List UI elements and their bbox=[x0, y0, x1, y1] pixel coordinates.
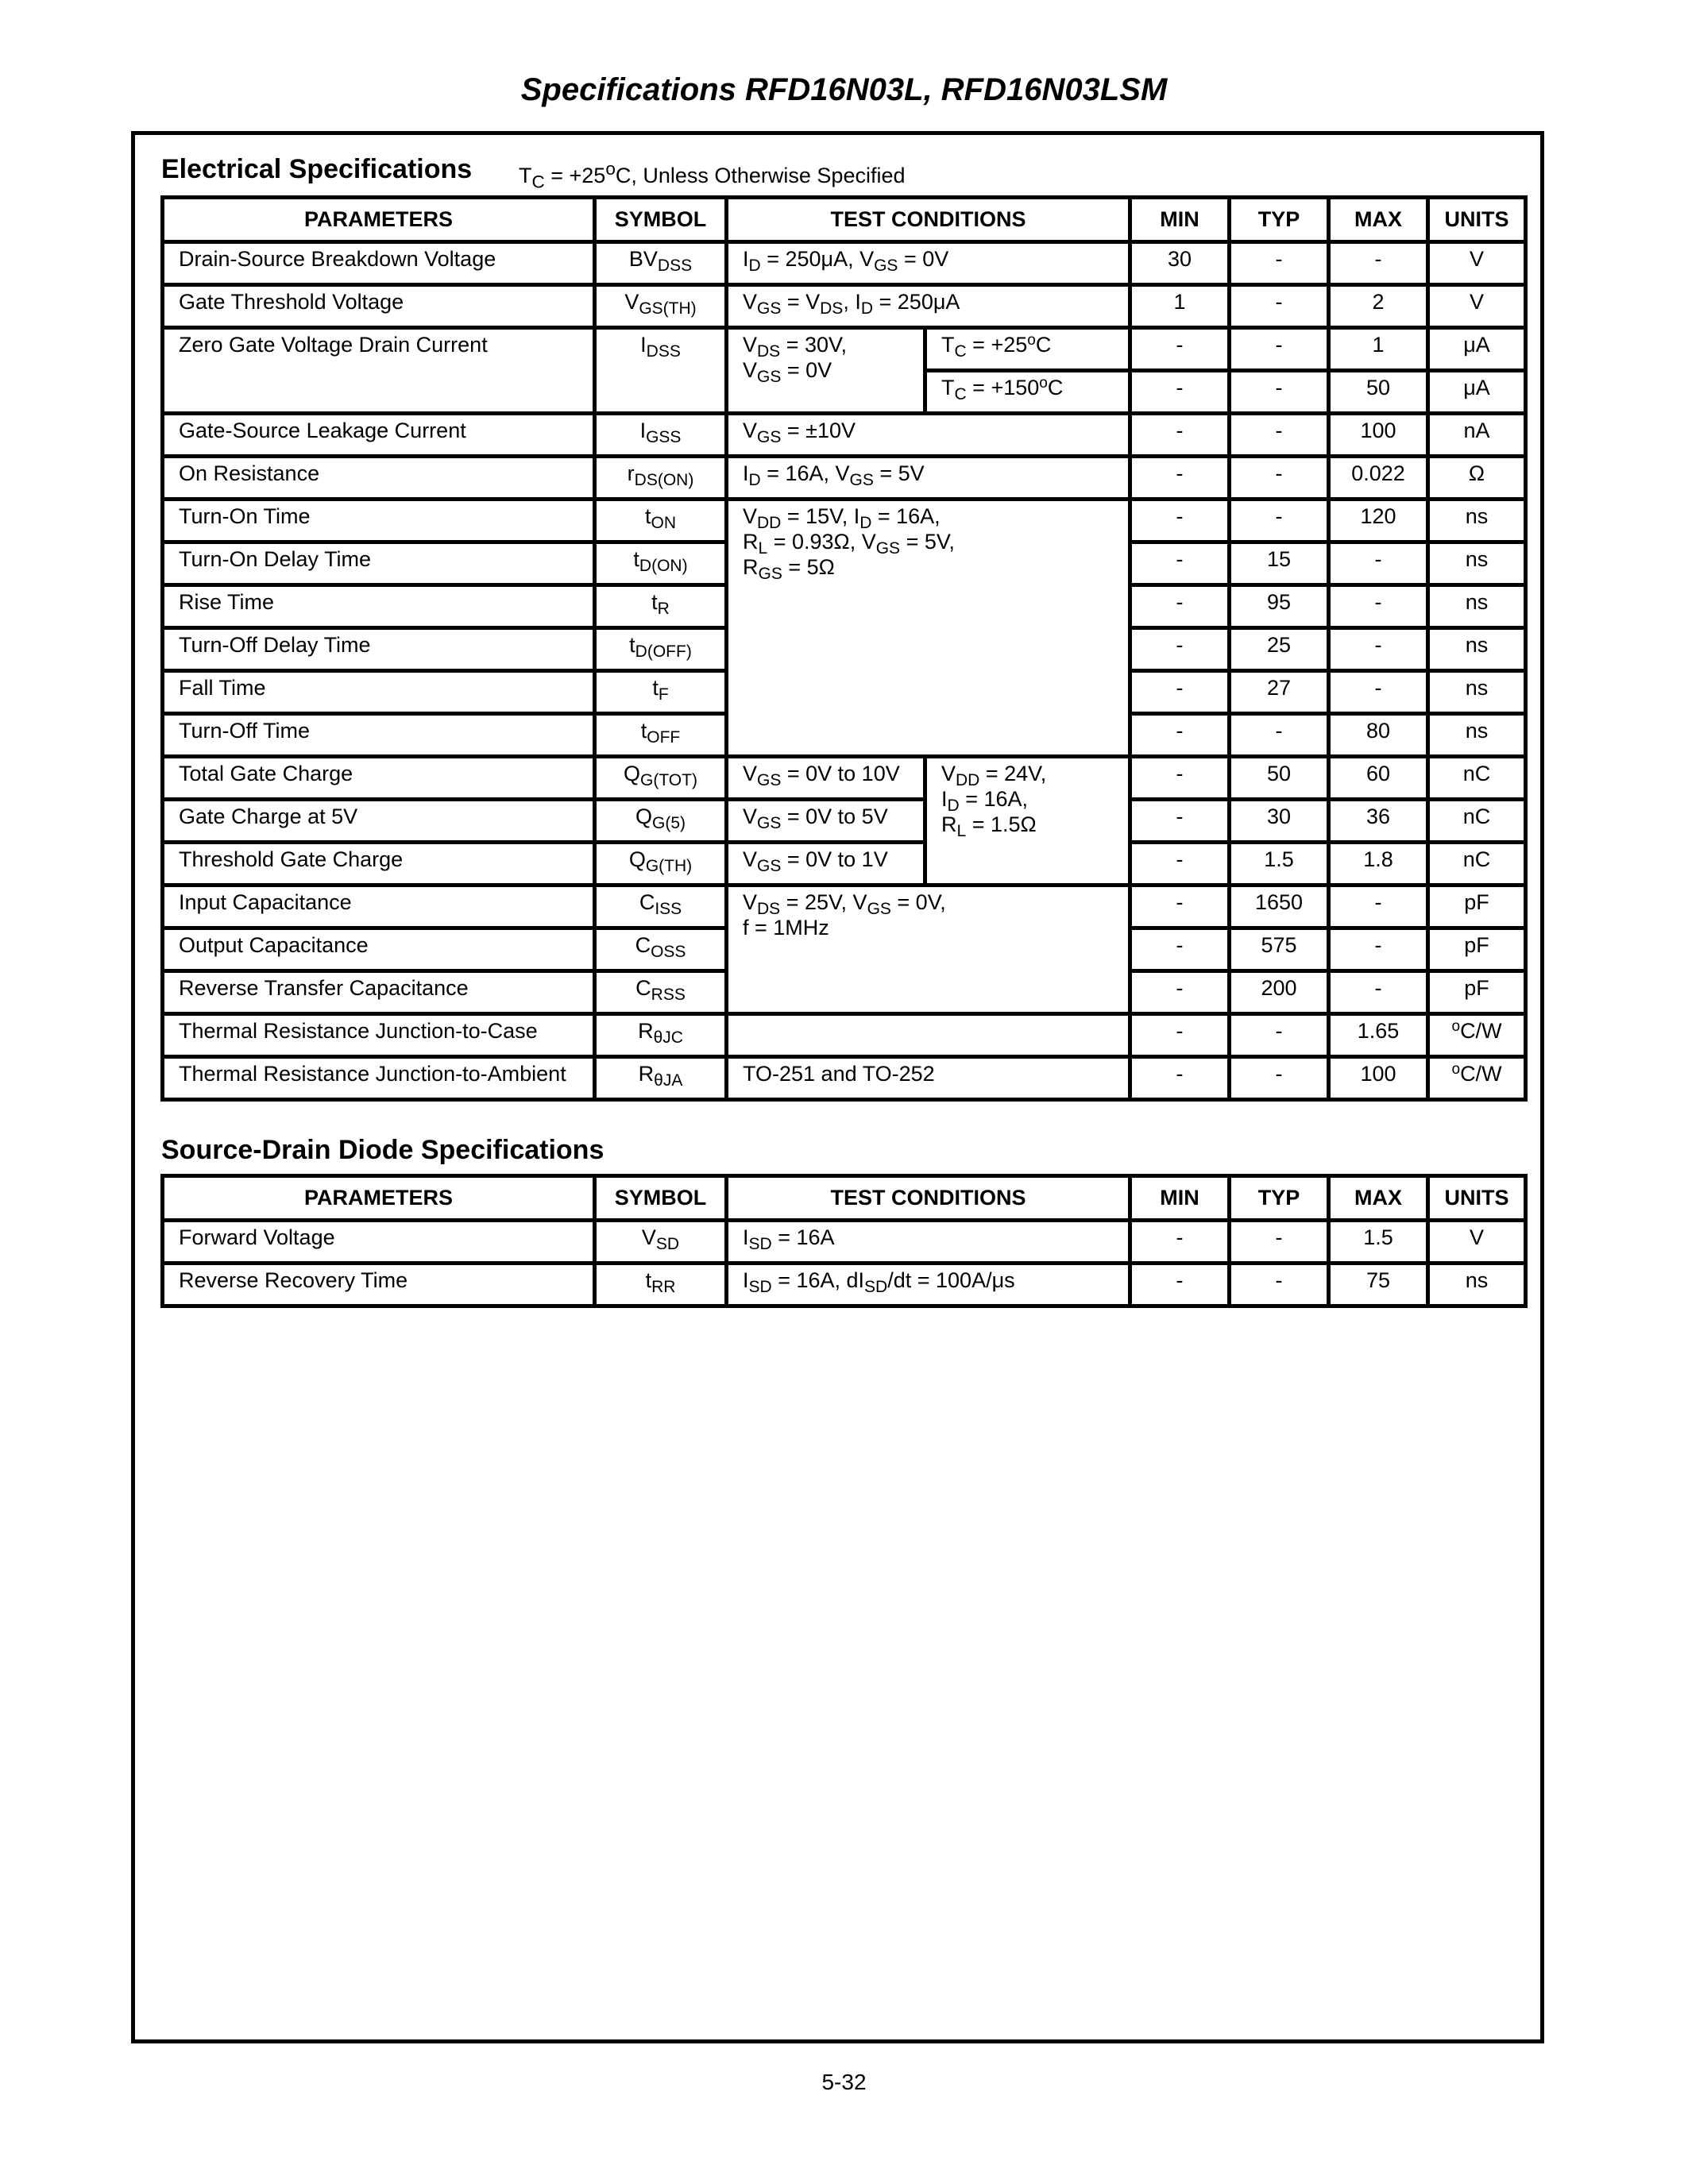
condition-cell: $V_{DD} = 15V$, $I_D = 16A$, $R_L = 0.93\Omega$, $V_{GS} = 5V$, $R_{GS} = 5\Omega$ bbox=[727, 500, 1130, 757]
min-cell: - bbox=[1130, 757, 1230, 800]
typ-cell: - bbox=[1230, 285, 1329, 328]
condition-sub-cell: $T_C = +25^oC$ bbox=[925, 328, 1130, 371]
condition-sub-cell: $V_{DD} = 24V$, $I_D = 16A$, $R_L = 1.5\Omega$ bbox=[925, 757, 1130, 886]
param-cell: Rise Time bbox=[163, 585, 595, 628]
min-cell: - bbox=[1130, 843, 1230, 886]
typ-cell: 30 bbox=[1230, 800, 1329, 843]
condition-cell: $V_{GS} = V_{DS}$, $I_D = 250\mu A$ bbox=[727, 285, 1130, 328]
units-cell: nC bbox=[1428, 757, 1526, 800]
table-row bbox=[163, 757, 1526, 800]
param-cell: Reverse Transfer Capacitance bbox=[163, 971, 595, 1014]
symbol-cell: $Q_{G(TOT)}$ bbox=[595, 757, 727, 800]
electrical-spec-note: $T_C = +25^oC$, Unless Otherwise Specified bbox=[519, 159, 906, 192]
col-typ: TYP bbox=[1230, 1176, 1329, 1221]
min-cell: 1 bbox=[1130, 285, 1230, 328]
symbol-cell: $R_{\theta JA}$ bbox=[595, 1057, 727, 1100]
symbol-cell: $R_{\theta JC}$ bbox=[595, 1014, 727, 1057]
table-row bbox=[163, 1221, 1526, 1264]
typ-cell: - bbox=[1230, 242, 1329, 285]
max-cell: - bbox=[1329, 928, 1428, 971]
symbol-cell: $C_{ISS}$ bbox=[595, 886, 727, 928]
param-cell: Drain-Source Breakdown Voltage bbox=[163, 242, 595, 285]
units-cell: ns bbox=[1428, 628, 1526, 671]
min-cell: - bbox=[1130, 1014, 1230, 1057]
max-cell: - bbox=[1329, 585, 1428, 628]
units-cell: V bbox=[1428, 242, 1526, 285]
units-cell: Ω bbox=[1428, 457, 1526, 500]
max-cell: 1.8 bbox=[1329, 843, 1428, 886]
typ-cell: 50 bbox=[1230, 757, 1329, 800]
page-title: Specifications RFD16N03L, RFD16N03LSM bbox=[520, 72, 1168, 107]
max-cell: 60 bbox=[1329, 757, 1428, 800]
table-row bbox=[163, 285, 1526, 328]
min-cell: 30 bbox=[1130, 242, 1230, 285]
electrical-spec-heading: Electrical Specifications bbox=[161, 154, 473, 184]
min-cell: - bbox=[1130, 1264, 1230, 1306]
diode-spec-table bbox=[160, 1174, 1528, 1308]
param-cell: Input Capacitance bbox=[163, 886, 595, 928]
typ-cell: 15 bbox=[1230, 542, 1329, 585]
min-cell: - bbox=[1130, 628, 1230, 671]
condition-cell: $I_{SD} = 16A$ bbox=[727, 1221, 1130, 1264]
max-cell: 1 bbox=[1329, 328, 1428, 371]
typ-cell: 95 bbox=[1230, 585, 1329, 628]
typ-cell: 1650 bbox=[1230, 886, 1329, 928]
symbol-cell: $t_{RR}$ bbox=[595, 1264, 727, 1306]
units-cell: pF bbox=[1428, 971, 1526, 1014]
max-cell: 120 bbox=[1329, 500, 1428, 542]
symbol-cell: $t_{D(OFF)}$ bbox=[595, 628, 727, 671]
max-cell: 0.022 bbox=[1329, 457, 1428, 500]
col-min: MIN bbox=[1130, 198, 1230, 242]
symbol-cell: $t_R$ bbox=[595, 585, 727, 628]
table-row bbox=[163, 328, 1526, 371]
col-test-conditions: TEST CONDITIONS bbox=[727, 198, 1130, 242]
col-max: MAX bbox=[1329, 198, 1428, 242]
max-cell: 36 bbox=[1329, 800, 1428, 843]
condition-cell: $V_{GS} = 0V$ to 10V bbox=[727, 757, 925, 800]
typ-cell: - bbox=[1230, 328, 1329, 371]
table-row bbox=[163, 800, 1526, 843]
min-cell: - bbox=[1130, 928, 1230, 971]
typ-cell: 25 bbox=[1230, 628, 1329, 671]
units-cell: nC bbox=[1428, 843, 1526, 886]
param-cell: Turn-On Time bbox=[163, 500, 595, 542]
condition-cell: $V_{DS} = 30V$, $V_{GS} = 0V$ bbox=[727, 328, 925, 414]
typ-cell: 27 bbox=[1230, 671, 1329, 714]
param-cell: Turn-On Delay Time bbox=[163, 542, 595, 585]
units-cell: nC bbox=[1428, 800, 1526, 843]
units-cell: nA bbox=[1428, 414, 1526, 457]
condition-cell: $I_D = 16A$, $V_{GS} = 5V$ bbox=[727, 457, 1130, 500]
typ-cell: - bbox=[1230, 500, 1329, 542]
symbol-cell: $C_{OSS}$ bbox=[595, 928, 727, 971]
min-cell: - bbox=[1130, 714, 1230, 757]
param-cell: On Resistance bbox=[163, 457, 595, 500]
units-cell: $^o$C/W bbox=[1428, 1014, 1526, 1057]
units-cell: ns bbox=[1428, 671, 1526, 714]
table-row bbox=[163, 843, 1526, 886]
symbol-cell: $C_{RSS}$ bbox=[595, 971, 727, 1014]
table-row bbox=[163, 242, 1526, 285]
units-cell: ns bbox=[1428, 714, 1526, 757]
col-parameters: PARAMETERS bbox=[163, 1176, 595, 1221]
typ-cell: 575 bbox=[1230, 928, 1329, 971]
min-cell: - bbox=[1130, 971, 1230, 1014]
units-cell: pF bbox=[1428, 886, 1526, 928]
typ-cell: - bbox=[1230, 414, 1329, 457]
col-test-conditions: TEST CONDITIONS bbox=[727, 1176, 1130, 1221]
table-row bbox=[163, 1057, 1526, 1100]
max-cell: 80 bbox=[1329, 714, 1428, 757]
col-min: MIN bbox=[1130, 1176, 1230, 1221]
symbol-cell: $Q_{G(5)}$ bbox=[595, 800, 727, 843]
symbol-cell: $BV_{DSS}$ bbox=[595, 242, 727, 285]
max-cell: 1.65 bbox=[1329, 1014, 1428, 1057]
param-cell: Total Gate Charge bbox=[163, 757, 595, 800]
max-cell: - bbox=[1329, 671, 1428, 714]
col-units: UNITS bbox=[1428, 1176, 1526, 1221]
condition-cell bbox=[727, 1014, 1130, 1057]
units-cell: $^o$C/W bbox=[1428, 1057, 1526, 1100]
condition-sub-cell: $T_C = +150^oC$ bbox=[925, 371, 1130, 414]
symbol-cell: $I_{DSS}$ bbox=[595, 328, 727, 414]
min-cell: - bbox=[1130, 1057, 1230, 1100]
param-cell: Fall Time bbox=[163, 671, 595, 714]
units-cell: ns bbox=[1428, 500, 1526, 542]
units-cell: pF bbox=[1428, 928, 1526, 971]
symbol-cell: $t_{ON}$ bbox=[595, 500, 727, 542]
symbol-cell: $V_{SD}$ bbox=[595, 1221, 727, 1264]
param-cell: Thermal Resistance Junction-to-Case bbox=[163, 1014, 595, 1057]
max-cell: 100 bbox=[1329, 414, 1428, 457]
param-cell: Gate Threshold Voltage bbox=[163, 285, 595, 328]
min-cell: - bbox=[1130, 1221, 1230, 1264]
condition-cell: $V_{GS} = 0V$ to 5V bbox=[727, 800, 925, 843]
max-cell: - bbox=[1329, 242, 1428, 285]
max-cell: - bbox=[1329, 542, 1428, 585]
param-cell: Zero Gate Voltage Drain Current bbox=[163, 328, 595, 414]
condition-cell: $V_{GS} = 0V$ to 1V bbox=[727, 843, 925, 886]
units-cell: μA bbox=[1428, 328, 1526, 371]
min-cell: - bbox=[1130, 542, 1230, 585]
max-cell: 2 bbox=[1329, 285, 1428, 328]
max-cell: - bbox=[1329, 628, 1428, 671]
units-cell: V bbox=[1428, 285, 1526, 328]
min-cell: - bbox=[1130, 457, 1230, 500]
col-symbol: SYMBOL bbox=[595, 1176, 727, 1221]
diode-spec-heading: Source-Drain Diode Specifications bbox=[161, 1135, 605, 1165]
symbol-cell: $V_{GS(TH)}$ bbox=[595, 285, 727, 328]
typ-cell: - bbox=[1230, 457, 1329, 500]
units-cell: ns bbox=[1428, 585, 1526, 628]
min-cell: - bbox=[1130, 800, 1230, 843]
units-cell: μA bbox=[1428, 371, 1526, 414]
param-cell: Turn-Off Time bbox=[163, 714, 595, 757]
symbol-cell: $t_F$ bbox=[595, 671, 727, 714]
typ-cell: - bbox=[1230, 1264, 1329, 1306]
min-cell: - bbox=[1130, 371, 1230, 414]
table-row bbox=[163, 886, 1526, 928]
table-row bbox=[163, 500, 1526, 542]
param-cell: Forward Voltage bbox=[163, 1221, 595, 1264]
condition-cell: $I_{SD} = 16A$, $dI_{SD}/dt = 100A/\mu s$ bbox=[727, 1264, 1130, 1306]
col-max: MAX bbox=[1329, 1176, 1428, 1221]
table-row bbox=[163, 1014, 1526, 1057]
symbol-cell: $t_{D(ON)}$ bbox=[595, 542, 727, 585]
typ-cell: - bbox=[1230, 371, 1329, 414]
min-cell: - bbox=[1130, 500, 1230, 542]
min-cell: - bbox=[1130, 671, 1230, 714]
min-cell: - bbox=[1130, 414, 1230, 457]
min-cell: - bbox=[1130, 585, 1230, 628]
typ-cell: - bbox=[1230, 1057, 1329, 1100]
condition-cell: TO-251 and TO-252 bbox=[727, 1057, 1130, 1100]
param-cell: Output Capacitance bbox=[163, 928, 595, 971]
units-cell: V bbox=[1428, 1221, 1526, 1264]
typ-cell: - bbox=[1230, 1014, 1329, 1057]
col-parameters: PARAMETERS bbox=[163, 198, 595, 242]
units-cell: ns bbox=[1428, 1264, 1526, 1306]
col-typ: TYP bbox=[1230, 198, 1329, 242]
param-cell: Gate Charge at 5V bbox=[163, 800, 595, 843]
symbol-cell: $r_{DS(ON)}$ bbox=[595, 457, 727, 500]
param-cell: Gate-Source Leakage Current bbox=[163, 414, 595, 457]
min-cell: - bbox=[1130, 328, 1230, 371]
symbol-cell: $t_{OFF}$ bbox=[595, 714, 727, 757]
electrical-spec-table bbox=[160, 195, 1528, 1102]
max-cell: - bbox=[1329, 971, 1428, 1014]
typ-cell: 200 bbox=[1230, 971, 1329, 1014]
param-cell: Threshold Gate Charge bbox=[163, 843, 595, 886]
param-cell: Thermal Resistance Junction-to-Ambient bbox=[163, 1057, 595, 1100]
condition-cell: $V_{GS} = \pm 10V$ bbox=[727, 414, 1130, 457]
max-cell: 50 bbox=[1329, 371, 1428, 414]
table-row bbox=[163, 414, 1526, 457]
page-number: 5-32 bbox=[821, 2070, 867, 2094]
condition-cell: $V_{DS} = 25V$, $V_{GS} = 0V$, f = 1MHz bbox=[727, 886, 1130, 1014]
max-cell: - bbox=[1329, 886, 1428, 928]
max-cell: 100 bbox=[1329, 1057, 1428, 1100]
max-cell: 75 bbox=[1329, 1264, 1428, 1306]
typ-cell: - bbox=[1230, 1221, 1329, 1264]
table-row bbox=[163, 457, 1526, 500]
condition-cell: $I_D = 250\mu A$, $V_{GS} = 0V$ bbox=[727, 242, 1130, 285]
col-units: UNITS bbox=[1428, 198, 1526, 242]
table-row bbox=[163, 1264, 1526, 1306]
max-cell: 1.5 bbox=[1329, 1221, 1428, 1264]
symbol-cell: $Q_{G(TH)}$ bbox=[595, 843, 727, 886]
header-row bbox=[163, 198, 1526, 242]
typ-cell: 1.5 bbox=[1230, 843, 1329, 886]
units-cell: ns bbox=[1428, 542, 1526, 585]
min-cell: - bbox=[1130, 886, 1230, 928]
header-row bbox=[163, 1176, 1526, 1221]
symbol-cell: $I_{GSS}$ bbox=[595, 414, 727, 457]
param-cell: Turn-Off Delay Time bbox=[163, 628, 595, 671]
col-symbol: SYMBOL bbox=[595, 198, 727, 242]
param-cell: Reverse Recovery Time bbox=[163, 1264, 595, 1306]
typ-cell: - bbox=[1230, 714, 1329, 757]
